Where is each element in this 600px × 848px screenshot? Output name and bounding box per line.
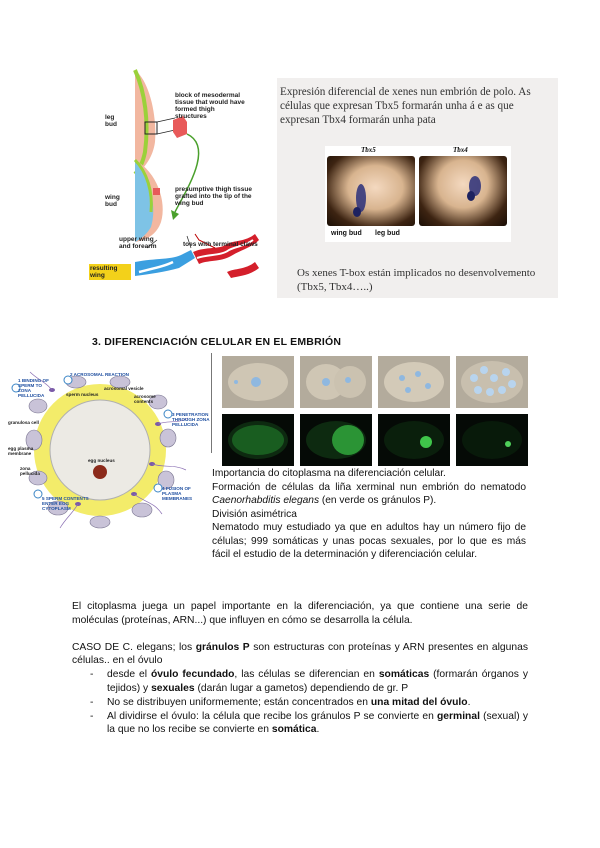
egg-nucleus-label: egg nucleus	[88, 458, 115, 463]
paragraph-c-elegans	[72, 641, 528, 669]
species-name: Caenorhabditis elegans	[212, 495, 320, 506]
b3-b: germinal	[437, 710, 480, 722]
embryo-fluor-1	[222, 414, 294, 466]
toes-label: toes with terminal claws	[183, 241, 258, 248]
p2-b: gránulos P	[195, 641, 250, 653]
upper-wing-label: upper wing and forearm	[119, 236, 157, 250]
b3-d: somática	[271, 724, 317, 736]
granulosa-label: granulosa cell	[8, 420, 39, 425]
tbx-photo-pair	[325, 146, 511, 242]
bullet-item-3	[72, 710, 528, 738]
plasma-membrane-label: egg plasma membrane	[8, 446, 34, 456]
body-text	[72, 600, 528, 737]
fertilization-diagram	[8, 368, 208, 533]
zona-label: zona pellucida	[20, 466, 40, 476]
mesodermal-block-label: block of mesodermal tissue that would have formed thigh structures	[175, 92, 245, 120]
p2-a: CASO DE C. elegans; los	[72, 641, 196, 653]
wing-bud-label: wing bud	[105, 194, 120, 208]
b1-c: , las células se diferencian en	[234, 669, 379, 681]
p2-c: son estructuras con proteínas y ARN presentes en algunas células.. en el óvulo	[72, 641, 528, 667]
divider-line	[211, 353, 212, 453]
resulting-wing-label: resulting wing	[89, 264, 131, 280]
wing-bud-caption: wing bud	[331, 230, 362, 237]
tbx4-embryo-photo	[419, 156, 507, 226]
b1-a: desde el	[107, 669, 151, 681]
b1-d: somáticas	[378, 669, 430, 681]
b1-f: sexuales	[151, 682, 195, 694]
tbx-description: Expresión diferencial de xenes nun embrión de polo. As células que expresan Tbx5 formarán unha á e as que expresan Tbx4 formarán unha pata	[280, 86, 531, 126]
leg-bud-caption: leg bud	[375, 230, 400, 237]
b3-e: .	[316, 724, 320, 736]
bullet-list	[72, 668, 528, 737]
section-heading: 3. DIFERENCIACIÓN CELULAR EN EL EMBRIÓN	[92, 336, 342, 348]
limb-graft-diagram	[90, 62, 265, 294]
sperm-nucleus-label: sperm nucleus	[66, 392, 99, 397]
tbox-genes-text: Os xenes T-box están implicados no desenvolvemento (Tbx5, Tbx4…..)	[297, 267, 536, 293]
embryo-caption	[212, 467, 526, 562]
tbx5-embryo-photo	[327, 156, 415, 226]
leg-bud-label: leg bud	[105, 114, 117, 128]
embryo-dic-4	[456, 356, 528, 408]
embryo-fluor-2	[300, 414, 372, 466]
b3-c: (sexual) y la que no los recibe se convierte en	[107, 710, 528, 736]
presumptive-tissue-label: presumptive thigh tissue grafted into the tip of the wing bud	[175, 186, 252, 207]
b2-b: una mitad del óvulo	[370, 696, 468, 708]
resulting-wing-shape	[135, 250, 195, 276]
tbx-expression-panel	[277, 78, 558, 298]
step-5-label: 5 SPERM CONTENTS ENTER EGG CYTOPLASM	[42, 496, 89, 511]
tbx4-stain	[419, 156, 507, 226]
egg-nucleus	[93, 465, 107, 479]
caption-line-2	[212, 481, 526, 508]
caption-line-1: Importancia do citoplasma na diferenciación celular.	[212, 468, 446, 479]
egg-cytoplasm	[50, 400, 150, 500]
acrosomal-vesicle-label: acrosomal vesicle	[104, 386, 144, 391]
b1-b: óvulo fecundado	[150, 669, 235, 681]
tbx5-title: Tbx5	[361, 146, 376, 154]
tbx5-stain	[327, 156, 415, 226]
step-3-label: 3 PENETRATION THROUGH ZONA PELLUCIDA	[172, 412, 210, 427]
acrosome-contents-label: acrosome contents	[134, 394, 156, 404]
embryo-fluor-3	[378, 414, 450, 466]
b2-a: No se distribuyen uniformemente; están concentrados en	[107, 696, 371, 708]
caption-line-2a: Formación de células da liña xerminal nun embrión do nematodo	[212, 481, 526, 493]
embryo-dic-2	[300, 356, 372, 408]
caption-line-2b: (en verde os gránulos P).	[319, 495, 437, 506]
embryo-fluor-4	[456, 414, 528, 466]
paragraph-cytoplasm: El citoplasma juega un papel importante en la diferenciación, ya que contiene una serie de moléculas (proteínas, ARN...) que influyen en cómo se desarrolla la célula.	[72, 601, 528, 626]
tbx4-title: Tbx4	[453, 146, 468, 154]
step-1-label: 1 BINDING OF SPERM TO ZONA PELLUCIDA	[18, 378, 49, 398]
caption-line-3: División asimétrica	[212, 508, 297, 520]
b3-a: Al dividirse el óvulo: la célula que recibe los gránulos P se convierte en	[107, 710, 438, 722]
embryo-dic-1	[222, 356, 294, 408]
step-4-label: 4 FUSION OF PLASMA MEMBRANES	[162, 486, 193, 501]
b2-c: .	[467, 696, 471, 708]
bullet-item-1	[72, 668, 528, 696]
bullet-item-2	[72, 696, 528, 710]
c-elegans-embryo-grid	[222, 356, 530, 466]
step-2-label: 2 ACROSOMAL REACTION	[70, 372, 129, 377]
b1-g: (darán lugar a gametos) dependiendo de gr. P	[194, 682, 409, 694]
claw-toes-shape	[193, 234, 259, 264]
embryo-dic-3	[378, 356, 450, 408]
caption-line-4: Nematodo muy estudiado ya que en adultos hay un número fijo de células; 999 somáticas y unas pocas sexuales, por lo que es más fácil el estudio de la determinación y diferenciación celular.	[212, 522, 526, 560]
b1-e: (formarán órganos y tejidos) y	[107, 669, 528, 694]
